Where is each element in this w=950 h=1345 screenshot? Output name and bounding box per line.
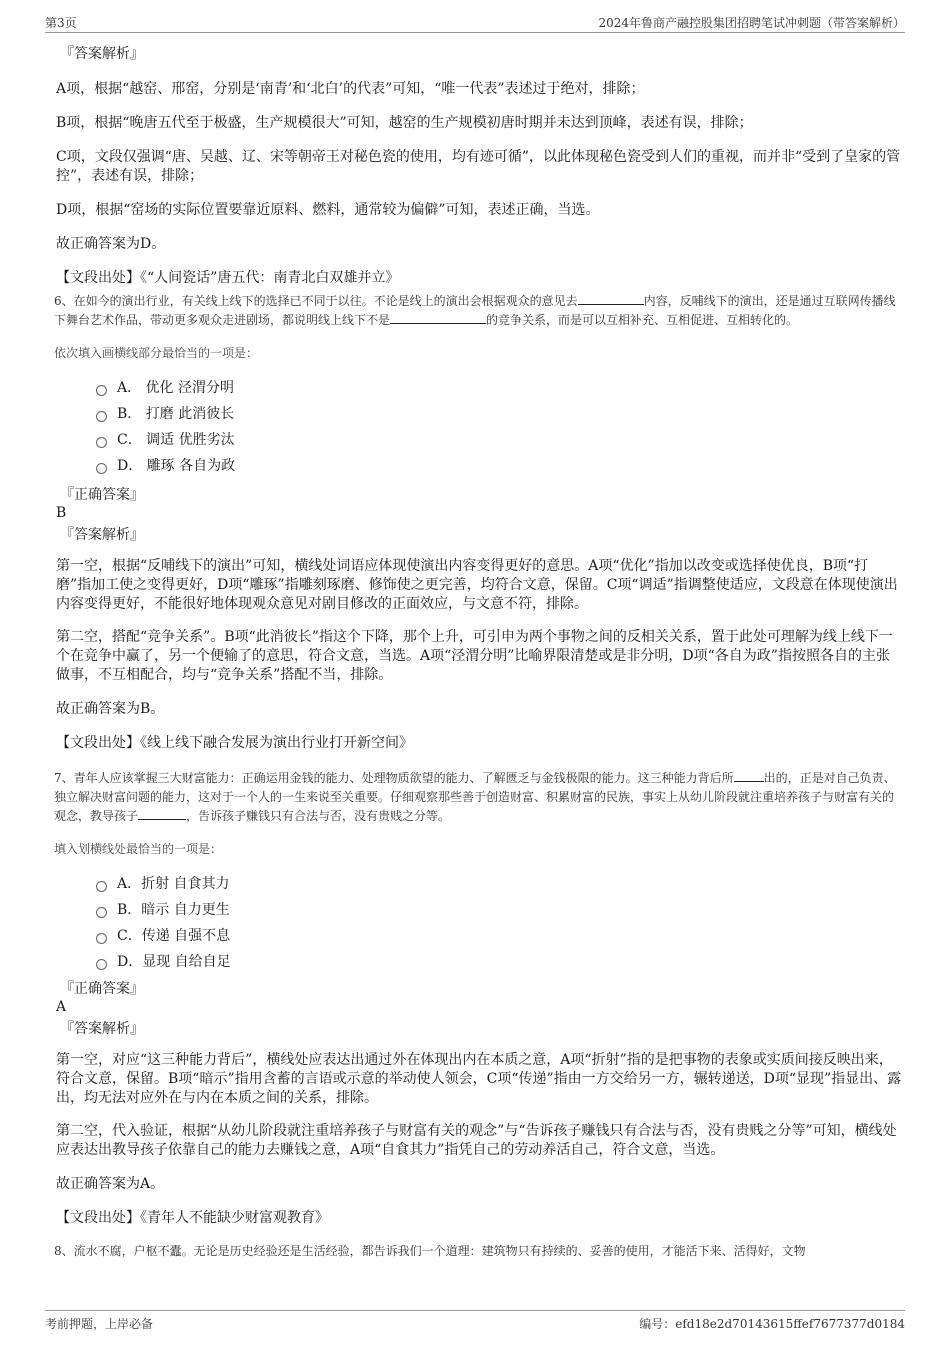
question-7-text-part3: ，告诉孩子赚钱只有合法与否，没有贵贱之分等。: [186, 809, 451, 823]
question-7-option-c[interactable]: [96, 923, 902, 949]
question-7-option-b[interactable]: [96, 897, 902, 923]
analysis-heading: 『答案解析』: [60, 1021, 144, 1037]
page-content: [56, 44, 902, 1261]
question-6-option-c[interactable]: [96, 427, 902, 453]
question-7-instruction: 填入划横线处最恰当的一项是：: [54, 842, 223, 856]
question-6-text-part3: 的竞争关系，而是可以互相补充、互相促进、互相转化的。: [486, 313, 799, 327]
question-7-option-a[interactable]: [96, 871, 902, 897]
radio-icon[interactable]: [96, 385, 107, 396]
radio-icon[interactable]: [96, 437, 107, 448]
question-6-text-part2: 内容，反哺线下的演出，还是通过互联网传播线下舞台艺术作品，带动更多观众走进剧场，都说明线上线下不是: [54, 294, 896, 327]
question-7-text-part1: 7、青年人应该掌握三大财富能力：正确运用金钱的能力、处理物质欲望的能力、了解匮乏与金钱极限的能力。这三种能力背后所: [54, 771, 734, 785]
radio-icon[interactable]: [96, 959, 107, 970]
analysis-option-a: A项，根据“越窑、邢窑，分别是‘南青’和‘北白’的代表”可知，“唯一代表”表述过于绝对，排除；: [56, 81, 645, 97]
page-footer: [45, 1310, 905, 1331]
option-label: B．暗示 自力更生: [117, 902, 230, 918]
footer-motto: 考前押题，上岸必备: [45, 1317, 154, 1331]
answer-conclusion: 故正确答案为B。: [56, 701, 165, 717]
analysis-blank-2: 第二空，搭配“竞争关系”。B项“此消彼长”指这个下降，那个上升，可引申为两个事物之间的反相关关系，置于此处可理解为线上线下一个在竞争中赢了，另一个便输了的意思，符合文意，当选。A项“泾渭分明”比喻界限清楚或是非分明，D项“各自为政”指按照各自的主张做事，不互相配合，均与“竞争关系”搭配不当，排除。: [56, 629, 893, 683]
page-number: 第3页: [45, 16, 77, 30]
question-6-instruction: 依次填入画横线部分最恰当的一项是：: [54, 346, 259, 360]
source-citation: 【文段出处】《青年人不能缺少财富观教育》: [56, 1210, 329, 1226]
source-citation: 【文段出处】《“人间瓷话”唐五代：南青北白双雄并立》: [56, 270, 400, 286]
question-7-blank-2: [138, 807, 186, 820]
analysis-heading: 『答案解析』: [60, 46, 144, 62]
correct-answer-value: B: [56, 505, 67, 521]
radio-icon[interactable]: [96, 411, 107, 422]
correct-answer-value: A: [56, 999, 67, 1015]
option-label: D．显现 自给自足: [117, 954, 231, 970]
option-label: C．传递 自强不息: [117, 928, 231, 944]
analysis-option-c: C项，文段仅强调“唐、吴越、辽、宋等朝帝王对秘色瓷的使用，均有迹可循”，以此体现秘色瓷受到人们的重视，而并非“受到了皇家的管控”，表述有误，排除；: [56, 149, 901, 184]
radio-icon[interactable]: [96, 933, 107, 944]
option-label: B． 打磨 此消彼长: [117, 406, 235, 422]
question-6-blank-2: [390, 311, 486, 324]
analysis-blank-2: 第二空，代入验证，根据“从幼儿阶段就注重培养孩子与财富有关的观念”与“告诉孩子赚钱只有合法与否，没有贵贱之分等”可知，横线处应表达出教导孩子依靠自己的能力去赚钱之意，A项“自食其力”指凭自己的劳动养活自己，符合文意，当选。: [56, 1123, 897, 1158]
source-citation: 【文段出处】《线上线下融合发展为演出行业打开新空间》: [56, 735, 413, 751]
option-label: C． 调适 优胜劣汰: [117, 432, 235, 448]
question-7-blank-1: [734, 769, 764, 782]
radio-icon[interactable]: [96, 463, 107, 474]
question-7-option-d[interactable]: [96, 949, 902, 975]
analysis-blank-1: 第一空，对应“这三种能力背后”，横线处应表达出通过外在体现出内在本质之意，A项“折射”指的是把事物的表象或实质间接反映出来，符合文意，保留。B项“暗示”指用含蓄的言语或示意的举动使人领会，C项“传递”指由一方交给另一方，辗转递送，D项“显现”指显出、露出，均无法对应外在与内在本质之间的关系，排除。: [56, 1052, 902, 1106]
question-6-option-b[interactable]: [96, 401, 902, 427]
question-6-option-d[interactable]: [96, 453, 902, 479]
question-6-text-part1: 6、在如今的演出行业，有关线上线下的选择已不同于以往。不论是线上的演出会根据观众的意见去: [54, 294, 578, 308]
option-label: D． 雕琢 各自为政: [117, 458, 236, 474]
answer-conclusion: 故正确答案为D。: [56, 236, 166, 252]
option-label: A． 优化 泾渭分明: [117, 380, 235, 396]
radio-icon[interactable]: [96, 881, 107, 892]
analysis-heading: 『答案解析』: [60, 527, 144, 543]
analysis-option-b: B项，根据“晚唐五代至于极盛，生产规模很大”可知，越窑的生产规模初唐时期并未达到顶峰，表述有误，排除；: [56, 115, 753, 131]
document-title: 2024年鲁商产融控股集团招聘笔试冲刺题（带答案解析）: [598, 16, 905, 30]
correct-answer-heading: 『正确答案』: [60, 981, 144, 997]
analysis-blank-1: 第一空，根据“反哺线下的演出”可知，横线处词语应体现使演出内容变得更好的意思。A项“优化”指加以改变或选择使优良，B项“打磨”指加工使之变得更好，D项“雕琢”指雕刻琢磨、修饰使之更完善，均符合文意，保留。C项“调适”指调整使适应，文段意在体现使演出内容变得更好，不能很好地体现观众意见对剧目修改的正面效应，与文意不符，排除。: [56, 558, 898, 612]
analysis-option-d: D项，根据“窑场的实际位置要靠近原料、燃料，通常较为偏僻”可知，表述正确，当选。: [56, 202, 600, 218]
page-header: [45, 12, 905, 33]
question-6-blank-1: [578, 292, 644, 305]
question-8-text: 8、流水不腐，户枢不蠹。无论是历史经验还是生活经验，都告诉我们一个道理：建筑物只有持续的、妥善的使用，才能活下来、活得好，文物: [54, 1244, 806, 1258]
answer-conclusion: 故正确答案为A。: [56, 1176, 165, 1192]
option-label: A．折射 自食其力: [117, 876, 230, 892]
question-7-text-part2: 出的，正是对自己负责、独立解决财富问题的能力，这对于一个人的一生来说至关重要。仔细观察那些善于创造财富、积累财富的民族，事实上从幼儿阶段就注重培养孩子与财富有关的观念，教导孩子: [54, 771, 896, 823]
question-7-options: [96, 871, 902, 975]
question-6-text: [54, 292, 902, 330]
question-6-options: [96, 375, 902, 479]
question-6-option-a[interactable]: [96, 375, 902, 401]
question-7-text: [54, 769, 902, 826]
correct-answer-heading: 『正确答案』: [60, 487, 144, 503]
radio-icon[interactable]: [96, 907, 107, 918]
document-code: 编号：efd18e2d70143615ffef7677377d0184: [639, 1317, 905, 1331]
